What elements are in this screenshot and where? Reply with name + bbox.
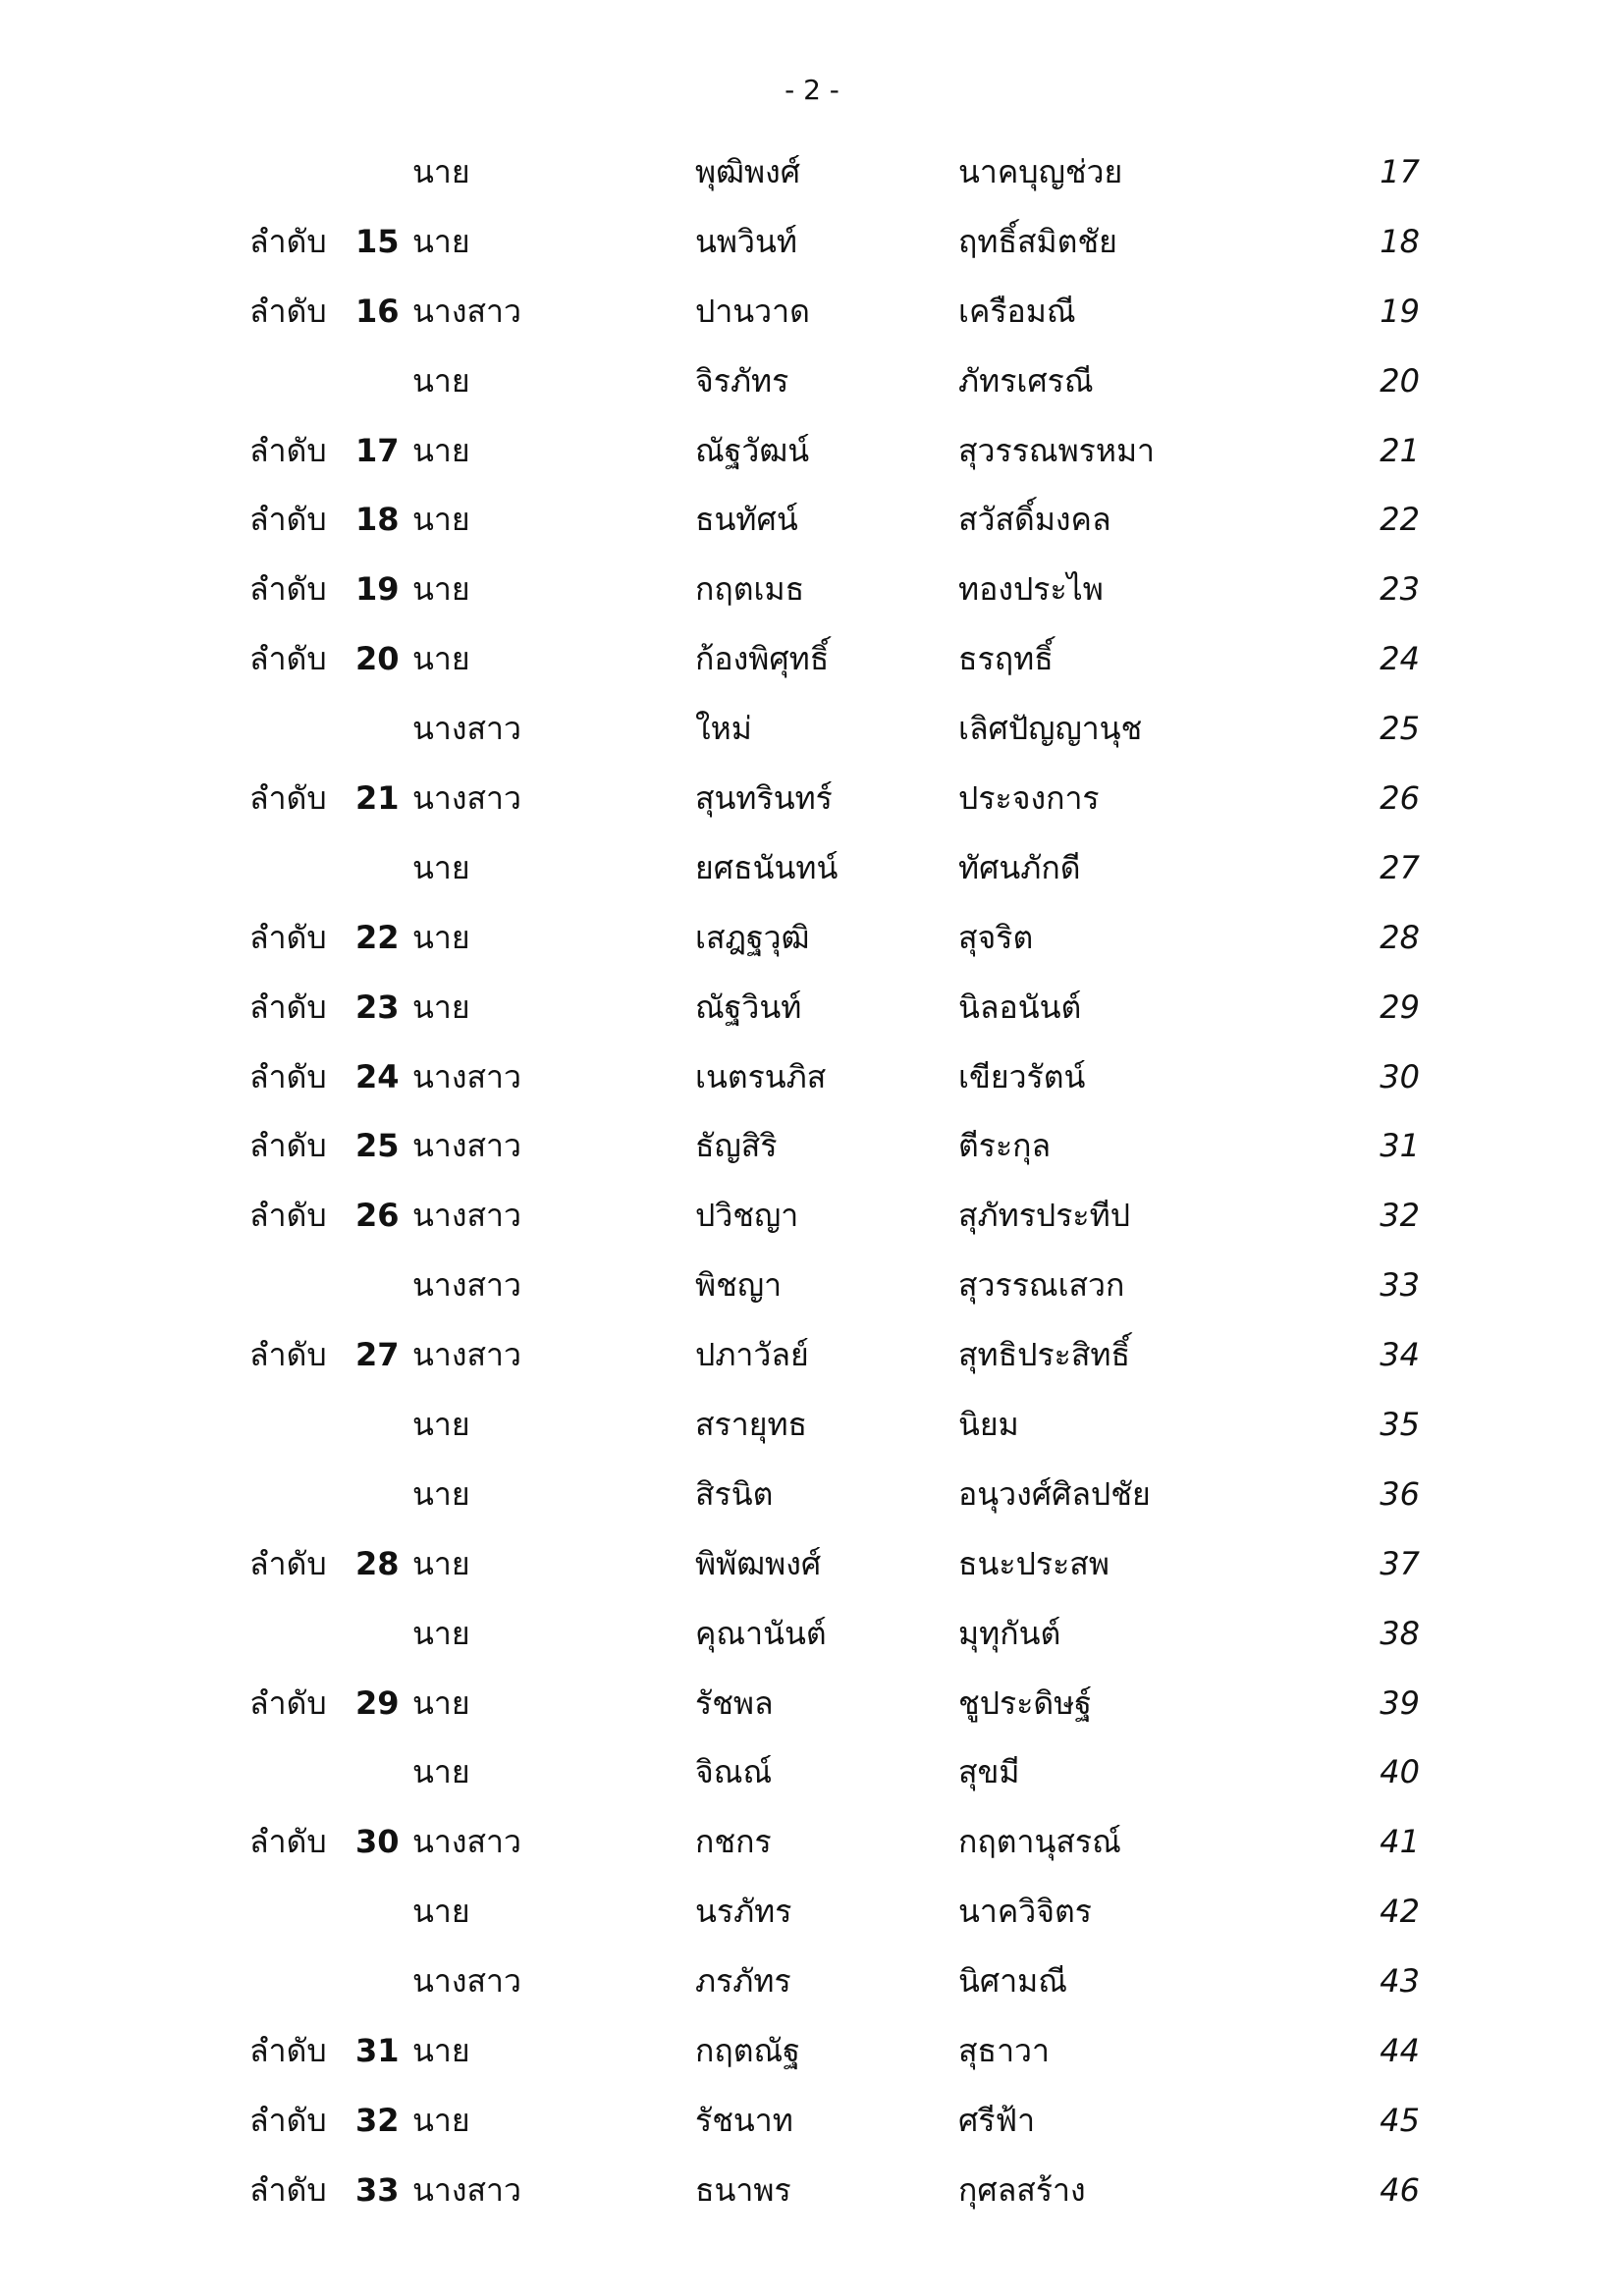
name-title: นาย	[412, 1544, 470, 1582]
name-title: นางสาว	[412, 2170, 521, 2209]
name-title: นาย	[412, 848, 470, 886]
last-name: เครือมณี	[958, 292, 1076, 330]
list-item	[0, 1121, 1624, 1191]
name-title: นางสาว	[412, 1197, 521, 1235]
rank-label: ลำดับ	[249, 1683, 327, 1722]
last-name: นาคบุญช่วย	[958, 153, 1123, 190]
list-item	[0, 426, 1624, 496]
rank-label: ลำดับ	[249, 779, 327, 818]
rank-number: 33	[355, 2170, 400, 2209]
last-name: กฤตานุสรณ์	[958, 1823, 1121, 1861]
page-number: - 2 -	[785, 74, 839, 106]
first-name: รัชพล	[695, 1683, 774, 1722]
name-title: นางสาว	[412, 1962, 521, 2001]
rank-label: ลำดับ	[249, 2032, 327, 2070]
name-title: นาย	[412, 1614, 470, 1652]
sequence-number: 39	[1380, 1683, 1420, 1722]
rank-label: ลำดับ	[249, 570, 327, 609]
first-name: ธัญสิริ	[695, 1127, 778, 1165]
rank-number: 18	[355, 501, 400, 539]
first-name: นรภัทร	[695, 1893, 792, 1931]
first-name: ณัฐวินท์	[695, 988, 802, 1026]
name-title: นาย	[412, 2032, 470, 2070]
rank-number: 29	[355, 1683, 400, 1722]
name-list	[0, 147, 1624, 2235]
last-name: สุวรรณพรหมา	[958, 431, 1155, 469]
sequence-number: 42	[1380, 1893, 1420, 1931]
first-name: รัชนาท	[695, 2101, 793, 2139]
first-name: ก้องพิศุทธิ์	[695, 640, 830, 678]
rank-label: ลำดับ	[249, 501, 327, 539]
sequence-number: 26	[1380, 779, 1420, 818]
name-title: นาย	[412, 1893, 470, 1931]
list-item	[0, 564, 1624, 634]
last-name: ตีระกุล	[958, 1127, 1052, 1165]
sequence-number: 32	[1380, 1197, 1420, 1235]
sequence-number: 18	[1380, 222, 1420, 260]
first-name: พิพัฒพงศ์	[695, 1544, 822, 1582]
rank-number: 27	[355, 1336, 400, 1374]
sequence-number: 30	[1380, 1057, 1420, 1095]
sequence-number: 20	[1380, 361, 1420, 400]
sequence-number: 24	[1380, 640, 1420, 678]
first-name: ปวิชญา	[695, 1197, 799, 1235]
name-title: นางสาว	[412, 710, 521, 748]
rank-label: ลำดับ	[249, 292, 327, 330]
name-title: นาย	[412, 988, 470, 1026]
sequence-number: 29	[1380, 988, 1420, 1026]
last-name: กุศลสร้าง	[958, 2170, 1086, 2209]
last-name: นิยม	[958, 1406, 1019, 1444]
last-name: สุภัทรประทีป	[958, 1197, 1130, 1235]
rank-label: ลำดับ	[249, 1127, 327, 1165]
sequence-number: 36	[1380, 1474, 1420, 1513]
list-item	[0, 1260, 1624, 1330]
list-item	[0, 1817, 1624, 1887]
sequence-number: 21	[1380, 431, 1420, 469]
sequence-number: 40	[1380, 1753, 1420, 1791]
rank-label: ลำดับ	[249, 1823, 327, 1861]
name-title: นางสาว	[412, 779, 521, 818]
sequence-number: 22	[1380, 501, 1420, 539]
list-item	[0, 2026, 1624, 2096]
list-item	[0, 913, 1624, 983]
list-item	[0, 1052, 1624, 1122]
first-name: จิณณ์	[695, 1753, 773, 1791]
list-item	[0, 287, 1624, 356]
rank-number: 15	[355, 222, 400, 260]
list-item	[0, 634, 1624, 704]
sequence-number: 33	[1380, 1266, 1420, 1305]
last-name: อนุวงศ์ศิลปชัย	[958, 1474, 1151, 1513]
name-title: นางสาว	[412, 1336, 521, 1374]
sequence-number: 37	[1380, 1544, 1420, 1582]
name-title: นาย	[412, 570, 470, 609]
first-name: ปานวาด	[695, 292, 810, 330]
first-name: ภรภัทร	[695, 1962, 791, 2001]
rank-label: ลำดับ	[249, 640, 327, 678]
last-name: ชูประดิษฐ์	[958, 1683, 1092, 1722]
last-name: เขียวรัตน์	[958, 1057, 1086, 1095]
last-name: นิศามณี	[958, 1962, 1067, 2001]
rank-number: 32	[355, 2101, 400, 2139]
first-name: กฤตณัฐ	[695, 2032, 800, 2070]
list-item	[0, 1330, 1624, 1400]
list-item	[0, 774, 1624, 843]
rank-number: 16	[355, 292, 400, 330]
first-name: ใหม่	[695, 710, 752, 748]
last-name: นิลอนันต์	[958, 988, 1082, 1026]
name-title: นาย	[412, 153, 470, 190]
sequence-number: 44	[1380, 2032, 1420, 2070]
rank-number: 20	[355, 640, 400, 678]
rank-label: ลำดับ	[249, 431, 327, 469]
first-name: ปภาวัลย์	[695, 1336, 809, 1374]
list-item	[0, 983, 1624, 1052]
list-item	[0, 1609, 1624, 1679]
sequence-number: 23	[1380, 570, 1420, 609]
first-name: สุนทรินทร์	[695, 779, 833, 818]
rank-label: ลำดับ	[249, 2101, 327, 2139]
rank-number: 21	[355, 779, 400, 818]
first-name: กฤตเมธ	[695, 570, 805, 609]
list-item	[0, 217, 1624, 287]
first-name: สรายุทธ	[695, 1406, 808, 1444]
sequence-number: 28	[1380, 918, 1420, 956]
rank-label: ลำดับ	[249, 1197, 327, 1235]
last-name: มุทุกันต์	[958, 1614, 1061, 1652]
rank-label: ลำดับ	[249, 1336, 327, 1374]
first-name: ยศธนันทน์	[695, 848, 839, 886]
last-name: ศรีฟ้า	[958, 2101, 1036, 2139]
first-name: คุณานันต์	[695, 1614, 827, 1652]
name-title: นาย	[412, 501, 470, 539]
rank-number: 25	[355, 1127, 400, 1165]
sequence-number: 25	[1380, 710, 1420, 748]
last-name: สุจริต	[958, 918, 1034, 956]
last-name: สุธาวา	[958, 2032, 1050, 2070]
last-name: ประจงการ	[958, 779, 1100, 818]
last-name: ธรฤทธิ์	[958, 640, 1054, 678]
list-item	[0, 495, 1624, 564]
list-item	[0, 1400, 1624, 1469]
list-item	[0, 1887, 1624, 1956]
first-name: จิรภัทร	[695, 361, 789, 400]
list-item	[0, 147, 1624, 217]
list-item	[0, 1956, 1624, 2026]
rank-label: ลำดับ	[249, 222, 327, 260]
sequence-number: 19	[1380, 292, 1420, 330]
name-title: นางสาว	[412, 1127, 521, 1165]
name-title: นาย	[412, 2101, 470, 2139]
sequence-number: 46	[1380, 2170, 1420, 2209]
name-title: นาย	[412, 918, 470, 956]
list-item	[0, 1469, 1624, 1539]
sequence-number: 41	[1380, 1823, 1420, 1861]
first-name: พิชญา	[695, 1266, 783, 1305]
list-item	[0, 704, 1624, 774]
list-item	[0, 843, 1624, 913]
name-title: นาย	[412, 222, 470, 260]
list-item	[0, 1679, 1624, 1748]
list-item	[0, 1191, 1624, 1260]
first-name: นพวินท์	[695, 222, 797, 260]
rank-number: 30	[355, 1823, 400, 1861]
list-item	[0, 1539, 1624, 1609]
rank-number: 24	[355, 1057, 400, 1095]
name-title: นาย	[412, 640, 470, 678]
name-title: นาย	[412, 1406, 470, 1444]
sequence-number: 38	[1380, 1614, 1420, 1652]
sequence-number: 45	[1380, 2101, 1420, 2139]
rank-number: 26	[355, 1197, 400, 1235]
sequence-number: 31	[1380, 1127, 1420, 1165]
name-title: นาย	[412, 361, 470, 400]
name-title: นาย	[412, 1753, 470, 1791]
rank-number: 17	[355, 431, 400, 469]
sequence-number: 43	[1380, 1962, 1420, 2001]
last-name: สุทธิประสิทธิ์	[958, 1336, 1130, 1374]
name-title: นาย	[412, 431, 470, 469]
rank-label: ลำดับ	[249, 918, 327, 956]
last-name: เลิศปัญญานุช	[958, 710, 1143, 748]
name-title: นางสาว	[412, 1266, 521, 1305]
first-name: ธนทัศน์	[695, 501, 798, 539]
rank-label: ลำดับ	[249, 1544, 327, 1582]
name-title: นาย	[412, 1474, 470, 1513]
list-item	[0, 2096, 1624, 2165]
rank-label: ลำดับ	[249, 988, 327, 1026]
last-name: ทองประไพ	[958, 570, 1104, 609]
rank-label: ลำดับ	[249, 1057, 327, 1095]
last-name: ภัทรเศรณี	[958, 361, 1094, 400]
last-name: สุวรรณเสวก	[958, 1266, 1125, 1305]
first-name: กชกร	[695, 1823, 772, 1861]
rank-number: 23	[355, 988, 400, 1026]
list-item	[0, 1747, 1624, 1817]
first-name: พุฒิพงศ์	[695, 153, 801, 190]
last-name: สวัสดิ์มงคล	[958, 501, 1111, 539]
name-title: นางสาว	[412, 1823, 521, 1861]
name-title: นาย	[412, 1683, 470, 1722]
name-title: นางสาว	[412, 292, 521, 330]
last-name: ฤทธิ์สมิตชัย	[958, 222, 1117, 260]
last-name: ทัศนภักดี	[958, 848, 1081, 886]
rank-number: 22	[355, 918, 400, 956]
rank-number: 28	[355, 1544, 400, 1582]
first-name: เนตรนภิส	[695, 1057, 827, 1095]
list-item	[0, 356, 1624, 426]
first-name: ธนาพร	[695, 2170, 791, 2209]
rank-number: 31	[355, 2032, 400, 2070]
last-name: นาควิจิตร	[958, 1893, 1092, 1931]
sequence-number: 34	[1380, 1336, 1420, 1374]
last-name: ธนะประสพ	[958, 1544, 1110, 1582]
first-name: เสฎฐวุฒิ	[695, 918, 810, 956]
name-title: นางสาว	[412, 1057, 521, 1095]
rank-label: ลำดับ	[249, 2170, 327, 2209]
sequence-number: 35	[1380, 1406, 1420, 1444]
sequence-number: 27	[1380, 848, 1420, 886]
rank-number: 19	[355, 570, 400, 609]
list-item	[0, 2165, 1624, 2235]
sequence-number: 17	[1380, 153, 1420, 190]
last-name: สุขมี	[958, 1753, 1020, 1791]
first-name: สิรนิต	[695, 1474, 774, 1513]
first-name: ณัฐวัฒน์	[695, 431, 810, 469]
